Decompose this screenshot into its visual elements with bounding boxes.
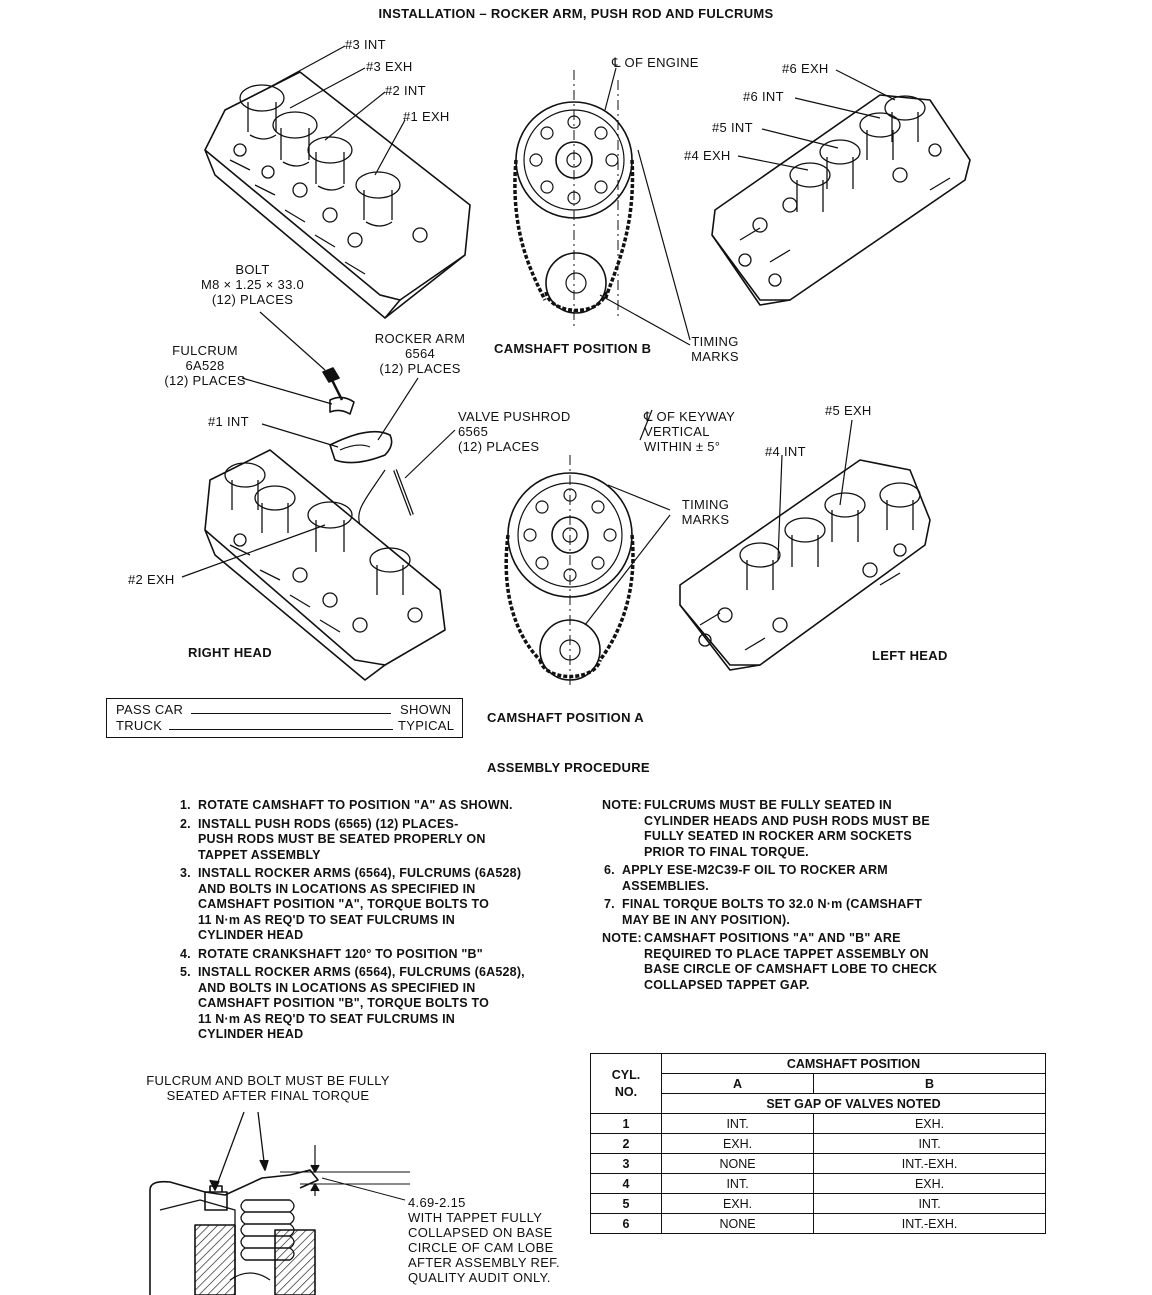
legend-leader-1	[191, 713, 391, 714]
table-row	[591, 1154, 1046, 1174]
cell-position-b: INT.-EXH.	[814, 1154, 1046, 1174]
procedure-step-3	[180, 866, 580, 944]
table-header-cyl: CYL. NO.	[591, 1054, 662, 1114]
label-timing-marks-mid: TIMING MARKS	[681, 497, 730, 527]
label-1-int: #1 INT	[208, 414, 249, 429]
label-4-int: #4 INT	[765, 444, 806, 459]
label-6-exh: #6 EXH	[782, 61, 829, 76]
step-number: 6.	[604, 863, 615, 877]
table-header-camshaft-position: CAMSHAFT POSITION	[662, 1054, 1046, 1074]
table-row	[591, 1194, 1046, 1214]
step-text: INSTALL ROCKER ARMS (6564), FULCRUMS (6A528) AND BOLTS IN LOCATIONS AS SPECIFIED IN CAMSHAFT POSITION "A", TORQUE BOLTS TO 11 N·m AS REQ'D TO SEAT FULCRUMS IN CYLINDER HEAD	[198, 866, 522, 942]
step-text: INSTALL ROCKER ARMS (6564), FULCRUMS (6A528), AND BOLTS IN LOCATIONS AS SPECIFIED IN CAMSHAFT POSITION "B", TORQUE BOLTS TO 11 N·m AS REQ'D TO SEAT FULCRUMS IN CYLINDER HEAD	[198, 965, 525, 1041]
cell-position-a: INT.	[662, 1114, 814, 1134]
cell-cyl: 1	[591, 1114, 662, 1134]
label-centerline-engine: ℄ OF ENGINE	[612, 55, 699, 70]
label-camshaft-position-b: CAMSHAFT POSITION B	[494, 341, 652, 356]
procedure-steps-right	[602, 798, 982, 996]
procedure-step-1	[180, 798, 580, 814]
legend-pass-car: PASS CAR	[116, 702, 184, 717]
legend-truck: TRUCK	[116, 718, 163, 733]
step-text: APPLY ESE-M2C39-F OIL TO ROCKER ARM ASSEMBLIES.	[622, 863, 888, 893]
timing-set-position-b-drawing	[515, 70, 633, 330]
cell-position-a: EXH.	[662, 1194, 814, 1214]
procedure-steps-left	[180, 798, 580, 1046]
table-row	[591, 1134, 1046, 1154]
cell-position-b: INT.-EXH.	[814, 1214, 1046, 1234]
note-text: CAMSHAFT POSITIONS "A" AND "B" ARE REQUIRED TO PLACE TAPPET ASSEMBLY ON BASE CIRCLE OF CAMSHAFT LOBE TO CHECK COLLAPSED TAPPET GAP.	[644, 931, 938, 992]
cell-position-b: EXH.	[814, 1114, 1046, 1134]
cell-cyl: 3	[591, 1154, 662, 1174]
detail-caption: FULCRUM AND BOLT MUST BE FULLY SEATED AFTER FINAL TORQUE	[146, 1073, 390, 1103]
note-text: FULCRUMS MUST BE FULLY SEATED IN CYLINDER HEADS AND PUSH RODS MUST BE FULLY SEATED IN ROCKER ARM SOCKETS PRIOR TO FINAL TORQUE.	[644, 798, 930, 859]
cell-position-a: NONE	[662, 1214, 814, 1234]
procedure-title: ASSEMBLY PROCEDURE	[487, 760, 650, 775]
cell-cyl: 6	[591, 1214, 662, 1234]
cell-position-a: NONE	[662, 1154, 814, 1174]
label-timing-marks-top: TIMING MARKS	[691, 334, 739, 364]
step-number: 7.	[604, 897, 615, 911]
cell-position-b: INT.	[814, 1134, 1046, 1154]
leader-lines	[182, 46, 895, 625]
label-left-head: LEFT HEAD	[872, 648, 948, 663]
table-header-position-a: A	[662, 1074, 814, 1094]
cell-cyl: 5	[591, 1194, 662, 1214]
step-number: 2.	[180, 816, 191, 831]
label-5-exh: #5 EXH	[825, 403, 872, 418]
step-text: ROTATE CRANKSHAFT 120° TO POSITION "B"	[198, 946, 483, 961]
cell-position-b: INT.	[814, 1194, 1046, 1214]
procedure-note-1	[602, 798, 982, 860]
label-camshaft-position-a: CAMSHAFT POSITION A	[487, 710, 644, 725]
legend-shown: SHOWN	[400, 702, 452, 717]
cell-position-a: INT.	[662, 1174, 814, 1194]
label-5-int: #5 INT	[712, 120, 753, 135]
step-number: 5.	[180, 965, 191, 979]
cell-position-b: EXH.	[814, 1174, 1046, 1194]
table-row	[591, 1174, 1046, 1194]
table-header-position-b: B	[814, 1074, 1046, 1094]
label-2-exh: #2 EXH	[128, 572, 175, 587]
label-3-exh: #3 EXH	[366, 59, 413, 74]
valve-gap-table	[590, 1053, 1046, 1234]
timing-set-position-a-drawing	[506, 455, 633, 685]
step-number: 4.	[180, 946, 191, 961]
procedure-step-2	[180, 817, 580, 864]
label-1-exh: #1 EXH	[403, 109, 450, 124]
step-text: ROTATE CAMSHAFT TO POSITION "A" AS SHOWN.	[198, 798, 513, 812]
label-6-int: #6 INT	[743, 89, 784, 104]
label-centerline-keyway: ℄ OF KEYWAY VERTICAL WITHIN ± 5°	[644, 409, 736, 454]
cell-cyl: 4	[591, 1174, 662, 1194]
step-text: FINAL TORQUE BOLTS TO 32.0 N·m (CAMSHAFT MAY BE IN ANY POSITION).	[622, 897, 923, 927]
page-title: INSTALLATION – ROCKER ARM, PUSH ROD AND FULCRUMS	[378, 6, 774, 21]
procedure-note-2	[602, 931, 982, 993]
label-4-exh: #4 EXH	[684, 148, 731, 163]
legend-leader-2	[169, 729, 393, 730]
valve-detail-drawing	[150, 1112, 410, 1295]
note-label: NOTE:	[602, 931, 642, 945]
step-number: 3.	[180, 866, 191, 880]
cell-cyl: 2	[591, 1134, 662, 1154]
left-head-drawing	[680, 460, 930, 670]
procedure-step-5	[180, 965, 580, 1043]
cell-position-a: EXH.	[662, 1134, 814, 1154]
label-3-int: #3 INT	[345, 37, 386, 52]
detail-gap-note: 4.69-2.15 WITH TAPPET FULLY COLLAPSED ON BASE CIRCLE OF CAM LOBE AFTER ASSEMBLY REF. QUALITY AUDIT ONLY.	[408, 1195, 560, 1285]
label-fulcrum: FULCRUM 6A528 (12) PLACES	[164, 343, 246, 388]
step-number: 1.	[180, 798, 191, 812]
procedure-step-6	[604, 863, 982, 894]
procedure-step-7	[604, 897, 982, 928]
vehicle-legend-box	[106, 698, 463, 738]
table-row	[591, 1214, 1046, 1234]
label-right-head: RIGHT HEAD	[188, 645, 272, 660]
label-rocker-arm: ROCKER ARM 6564 (12) PLACES	[374, 331, 466, 376]
label-valve-pushrod: VALVE PUSHROD 6565 (12) PLACES	[458, 409, 571, 454]
note-label: NOTE:	[602, 798, 642, 812]
step-text: INSTALL PUSH RODS (6565) (12) PLACES- PUSH RODS MUST BE SEATED PROPERLY ON TAPPET ASSEMBLY	[198, 816, 486, 862]
label-bolt: BOLT M8 × 1.25 × 33.0 (12) PLACES	[200, 262, 305, 307]
procedure-step-4	[180, 947, 580, 963]
table-row	[591, 1114, 1046, 1134]
table-subheader: SET GAP OF VALVES NOTED	[662, 1094, 1046, 1114]
legend-typical: TYPICAL	[398, 718, 455, 733]
label-2-int: #2 INT	[385, 83, 426, 98]
